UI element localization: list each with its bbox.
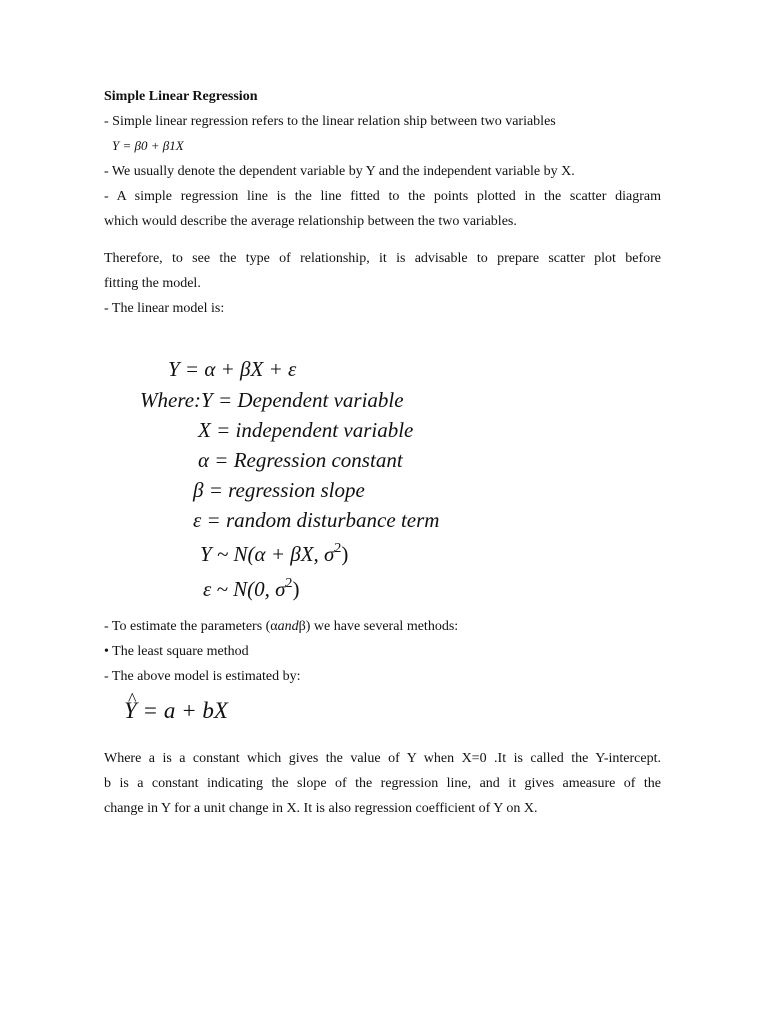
paragraph-therefore-2: fitting the model.	[104, 276, 201, 291]
equation-epsilon-def: ε = random disturbance term	[193, 508, 440, 532]
bullet-least-square: • The least square method	[104, 644, 249, 659]
equation-where: Where:Y = Dependent variable	[140, 388, 404, 412]
paragraph-intercept-3: change in Y for a unit change in X. It is also regression coefficient of Y on X.	[104, 801, 538, 816]
simple-formula: Y = β0 + β1X	[112, 138, 184, 153]
paragraph-regression-line-1: - A simple regression line is the line fitted to the points plotted in the scatter diagram	[104, 189, 661, 204]
paragraph-estimate-parameters: - To estimate the parameters (αandβ) we have several methods:	[104, 619, 459, 634]
paragraph-linear-model: - The linear model is:	[104, 301, 225, 316]
equation-x-def: X = independent variable	[198, 418, 414, 442]
paragraph-regression-line-2: which would describe the average relationship between the two variables.	[104, 214, 517, 229]
equation-epsilon-distribution: ε ~ N(0, $\sigma^2$)	[203, 576, 300, 601]
equation-beta-def: β = regression slope	[193, 478, 365, 502]
paragraph-variables: - We usually denote the dependent variable by Y and the independent variable by X.	[104, 164, 575, 179]
paragraph-intercept-1: Where a is a constant which gives the value of Y when X=0 .It is called the Y-intercept.	[104, 751, 661, 766]
equation-model: Y = α + βX + ε	[168, 357, 297, 381]
doc-title: Simple Linear Regression	[104, 89, 258, 104]
paragraph-intercept-2: b is a constant indicating the slope of the regression line, and it gives ameasure of the	[104, 776, 661, 791]
equation-estimated-model: ^ Y = a + bX	[124, 698, 228, 724]
equation-alpha-def: α = Regression constant	[198, 448, 403, 472]
paragraph-definition: - Simple linear regression refers to the linear relation ship between two variables	[104, 114, 556, 129]
paragraph-estimated-by: - The above model is estimated by:	[104, 669, 301, 684]
paragraph-therefore-1: Therefore, to see the type of relationship, it is advisable to prepare scatter plot before	[104, 251, 661, 266]
equation-y-distribution: Y ~ N(α + βX, $\sigma^2$)	[200, 541, 349, 566]
